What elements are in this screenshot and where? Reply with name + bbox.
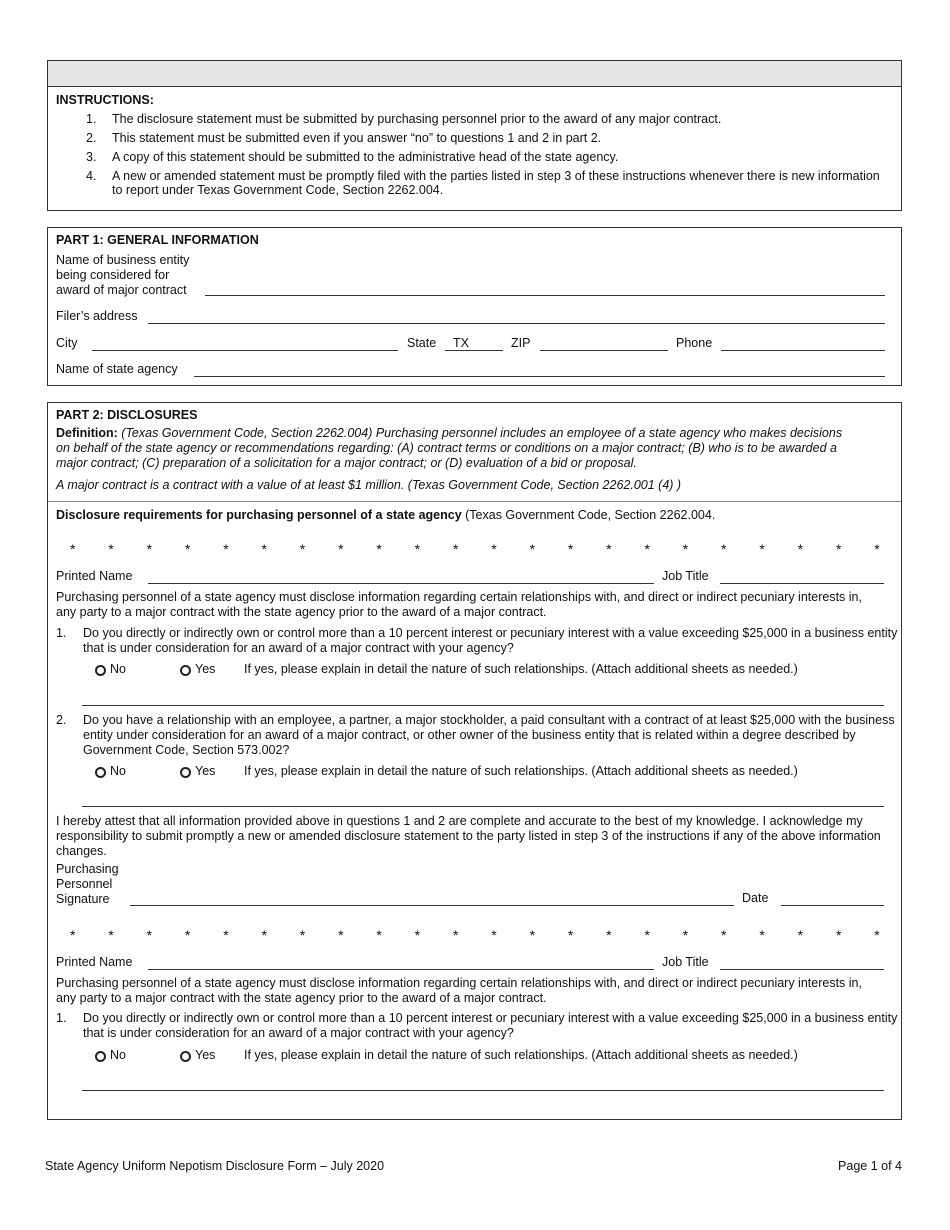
- q1-explanation-field[interactable]: [82, 705, 884, 706]
- disclosure-requirements: Disclosure requirements for purchasing personnel of a state agency (Texas Government Code, Section 2262.004.: [56, 508, 716, 522]
- radio-icon[interactable]: [95, 665, 106, 676]
- question-number: 1.: [56, 626, 67, 640]
- filers-address-field[interactable]: [148, 323, 885, 324]
- state-label: State: [407, 336, 437, 350]
- footer-page-number: Page 1 of 4: [838, 1159, 902, 1173]
- part2-heading: PART 2: DISCLOSURES: [56, 408, 198, 422]
- state-field[interactable]: [445, 350, 503, 351]
- state-agency-field[interactable]: [194, 376, 885, 377]
- state-agency-label: Name of state agency: [56, 362, 178, 376]
- radio-icon[interactable]: [95, 767, 106, 778]
- printed-name-field[interactable]: [148, 969, 654, 970]
- question-1-text: Do you directly or indirectly own or control more than a 10 percent interest or pecuniary interest with a value exceeding $25,000 in a business entity that is under consideration for an award of a major contract with your agency?: [83, 1011, 898, 1040]
- city-field[interactable]: [92, 350, 398, 351]
- instructions-list: [56, 112, 893, 197]
- phone-field[interactable]: [721, 350, 885, 351]
- question-1-text: Do you directly or indirectly own or control more than a 10 percent interest or pecuniary interest with a value exceeding $25,000 in a business entity that is under consideration for an award of a major contract with your agency?: [83, 626, 898, 655]
- q1-no-option[interactable]: No: [95, 662, 126, 676]
- instructions-header-bar: [48, 61, 901, 87]
- q1-explanation-field[interactable]: [82, 1090, 884, 1091]
- disclosure-intro: Purchasing personnel of a state agency must disclose information regarding certain relationships with, and direct or indirect pecuniary interests in, any party to a major contract with the state agency prior to the award of a major contract.: [56, 976, 862, 1005]
- business-entity-label: Name of business entity being considered for award of major contract: [56, 253, 190, 297]
- radio-icon[interactable]: [180, 665, 191, 676]
- job-title-label: Job Title: [662, 569, 709, 583]
- instruction-item: 3. A copy of this statement should be submitted to the administrative head of the state agency.: [86, 150, 619, 164]
- q2-yes-option[interactable]: Yes: [180, 764, 215, 778]
- question-number: 2.: [56, 713, 67, 727]
- instruction-item: 2. This statement must be submitted even if you answer “no” to questions 1 and 2 in part 2.: [86, 131, 602, 145]
- attestation-text: I hereby attest that all information provided above in questions 1 and 2 are complete and accurate to the best of my knowledge. I acknowledge my responsibility to submit promptly a new or amended disclosure statement to the party listed in step 3 of the instructions if any of the above information changes.: [56, 814, 881, 858]
- zip-label: ZIP: [511, 336, 531, 350]
- q1-yes-option[interactable]: Yes: [180, 1048, 215, 1062]
- job-title-label: Job Title: [662, 955, 709, 969]
- radio-icon[interactable]: [180, 767, 191, 778]
- printed-name-label: Printed Name: [56, 569, 133, 583]
- instructions-box: [47, 60, 902, 211]
- question-number: 1.: [56, 1011, 67, 1025]
- business-entity-field[interactable]: [205, 295, 885, 296]
- printed-name-field[interactable]: [148, 583, 654, 584]
- part1-box: [47, 227, 902, 386]
- signature-label: Purchasing Personnel Signature: [56, 862, 119, 906]
- disclosure-intro: Purchasing personnel of a state agency must disclose information regarding certain relationships with, and direct or indirect pecuniary interests in, any party to a major contract with the state agency prior to the award of a major contract.: [56, 590, 862, 619]
- q1-no-option[interactable]: No: [95, 1048, 126, 1062]
- separator-stars: * * * * * * * * * * * * * * * * * * * * * *: [70, 541, 880, 557]
- definition: Definition: (Texas Government Code, Section 2262.004) Purchasing personnel includes an employee of a state agency who makes decisions on behalf of the state agency or recommendations regarding: (A) contract terms or conditions on a major contract; (B) who is to be awarded a major contract; (C) preparation of a solicitation for a major contract; or (D) evaluation of a bid or proposal.: [56, 426, 843, 470]
- q2-explanation-field[interactable]: [82, 806, 884, 807]
- q1-explain-text: If yes, please explain in detail the nature of such relationships. (Attach additional sheets as needed.): [244, 662, 798, 676]
- date-field[interactable]: [781, 905, 884, 906]
- instructions-heading: INSTRUCTIONS:: [56, 93, 154, 107]
- job-title-field[interactable]: [720, 969, 884, 970]
- job-title-field[interactable]: [720, 583, 884, 584]
- instruction-item: 4. A new or amended statement must be promptly filed with the parties listed in step 3 of these instructions whenever there is new information to report under Texas Government Code, Section 2262.004.: [86, 169, 880, 197]
- q2-no-option[interactable]: No: [95, 764, 126, 778]
- radio-icon[interactable]: [95, 1051, 106, 1062]
- phone-label: Phone: [676, 336, 713, 350]
- filers-address-label: Filer’s address: [56, 309, 138, 323]
- question-2-text: Do you have a relationship with an employee, a partner, a major stockholder, a paid consultant with a contract of at least $25,000 with the business entity under consideration for an award of a major contract, or other owner of the business entity that is related within a degree described by Government Code, Section 573.002?: [83, 713, 895, 757]
- major-contract-note: A major contract is a contract with a value of at least $1 million. (Texas Government Code, Section 2262.001 (4) ): [56, 478, 682, 492]
- state-value: TX: [453, 336, 469, 350]
- instruction-item: 1. The disclosure statement must be submitted by purchasing personnel prior to the award of any major contract.: [86, 112, 722, 126]
- printed-name-label: Printed Name: [56, 955, 133, 969]
- part1-heading: PART 1: GENERAL INFORMATION: [56, 233, 259, 247]
- city-label: City: [56, 336, 78, 350]
- q1-explain-text: If yes, please explain in detail the nature of such relationships. (Attach additional sheets as needed.): [244, 1048, 798, 1062]
- date-label: Date: [742, 891, 769, 905]
- q2-explain-text: If yes, please explain in detail the nature of such relationships. (Attach additional sheets as needed.): [244, 764, 798, 778]
- zip-field[interactable]: [540, 350, 668, 351]
- part2-divider: [48, 501, 901, 502]
- signature-field[interactable]: [130, 905, 734, 906]
- separator-stars: * * * * * * * * * * * * * * * * * * * * * *: [70, 927, 880, 943]
- radio-icon[interactable]: [180, 1051, 191, 1062]
- q1-yes-option[interactable]: Yes: [180, 662, 215, 676]
- footer-form-title: State Agency Uniform Nepotism Disclosure Form – July 2020: [45, 1159, 385, 1173]
